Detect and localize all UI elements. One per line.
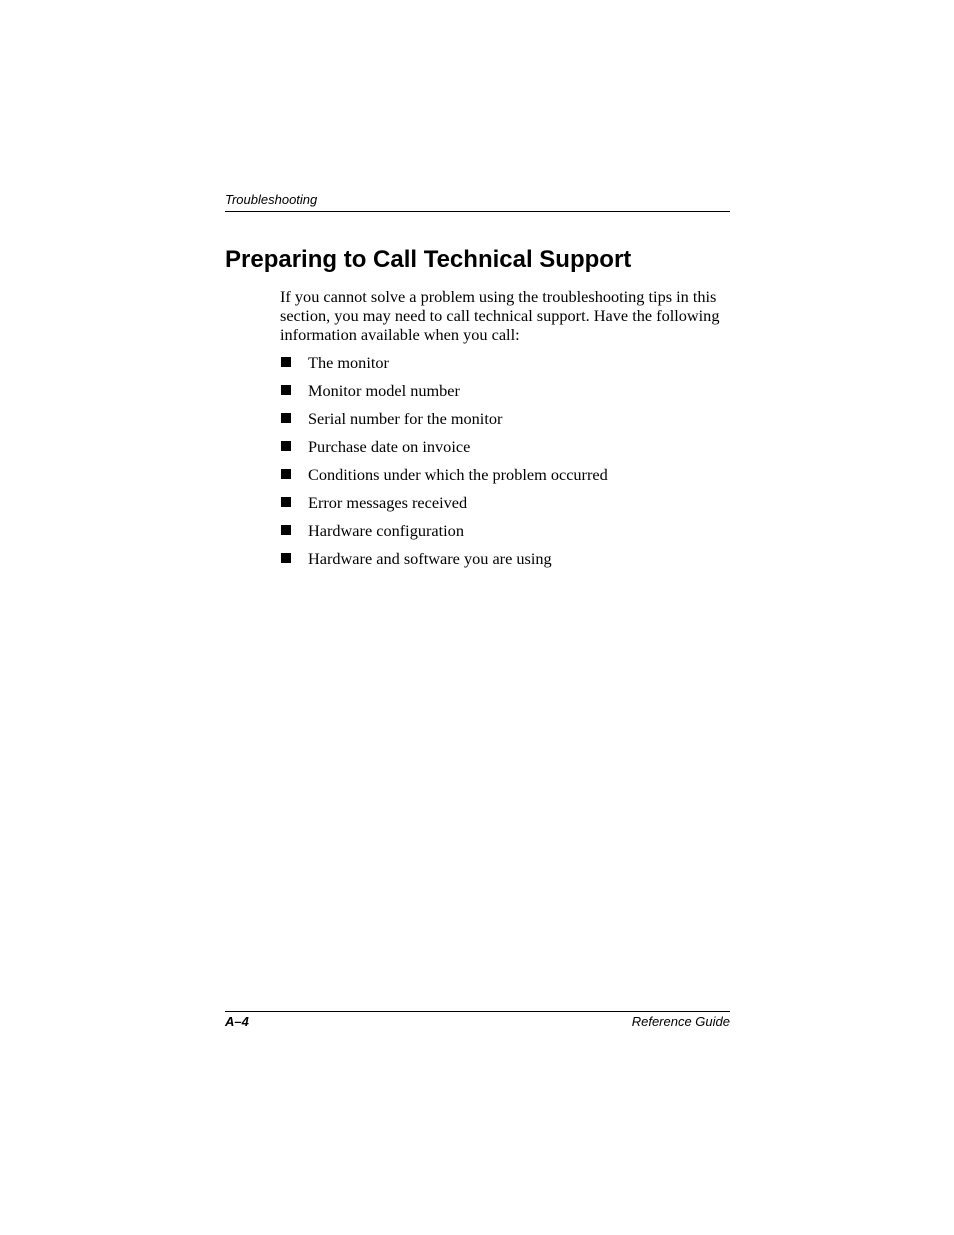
page-number: A–4 — [225, 1014, 249, 1029]
list-item-text: The monitor — [308, 353, 389, 372]
intro-paragraph: If you cannot solve a problem using the troubleshooting tips in this section, you may need to call technical support. Have the following information available when you call: — [280, 287, 720, 344]
square-bullet-icon — [281, 441, 291, 451]
footer-rule — [225, 1011, 730, 1012]
list-item-text: Monitor model number — [308, 381, 460, 400]
list-item-text: Purchase date on invoice — [308, 437, 471, 456]
square-bullet-icon — [281, 357, 291, 367]
header-rule — [225, 211, 730, 212]
square-bullet-icon — [281, 497, 291, 507]
list-item-text: Hardware configuration — [308, 521, 464, 540]
section-title: Preparing to Call Technical Support — [225, 246, 632, 273]
square-bullet-icon — [281, 385, 291, 395]
square-bullet-icon — [281, 553, 291, 563]
square-bullet-icon — [281, 469, 291, 479]
square-bullet-icon — [281, 525, 291, 535]
running-header: Troubleshooting — [225, 192, 318, 207]
list-item-text: Hardware and software you are using — [308, 549, 552, 568]
list-item-text: Conditions under which the problem occurred — [308, 465, 608, 484]
list-item-text: Serial number for the monitor — [308, 409, 503, 428]
footer-doc-title: Reference Guide — [631, 1014, 730, 1029]
square-bullet-icon — [281, 413, 291, 423]
list-item-text: Error messages received — [308, 493, 468, 512]
